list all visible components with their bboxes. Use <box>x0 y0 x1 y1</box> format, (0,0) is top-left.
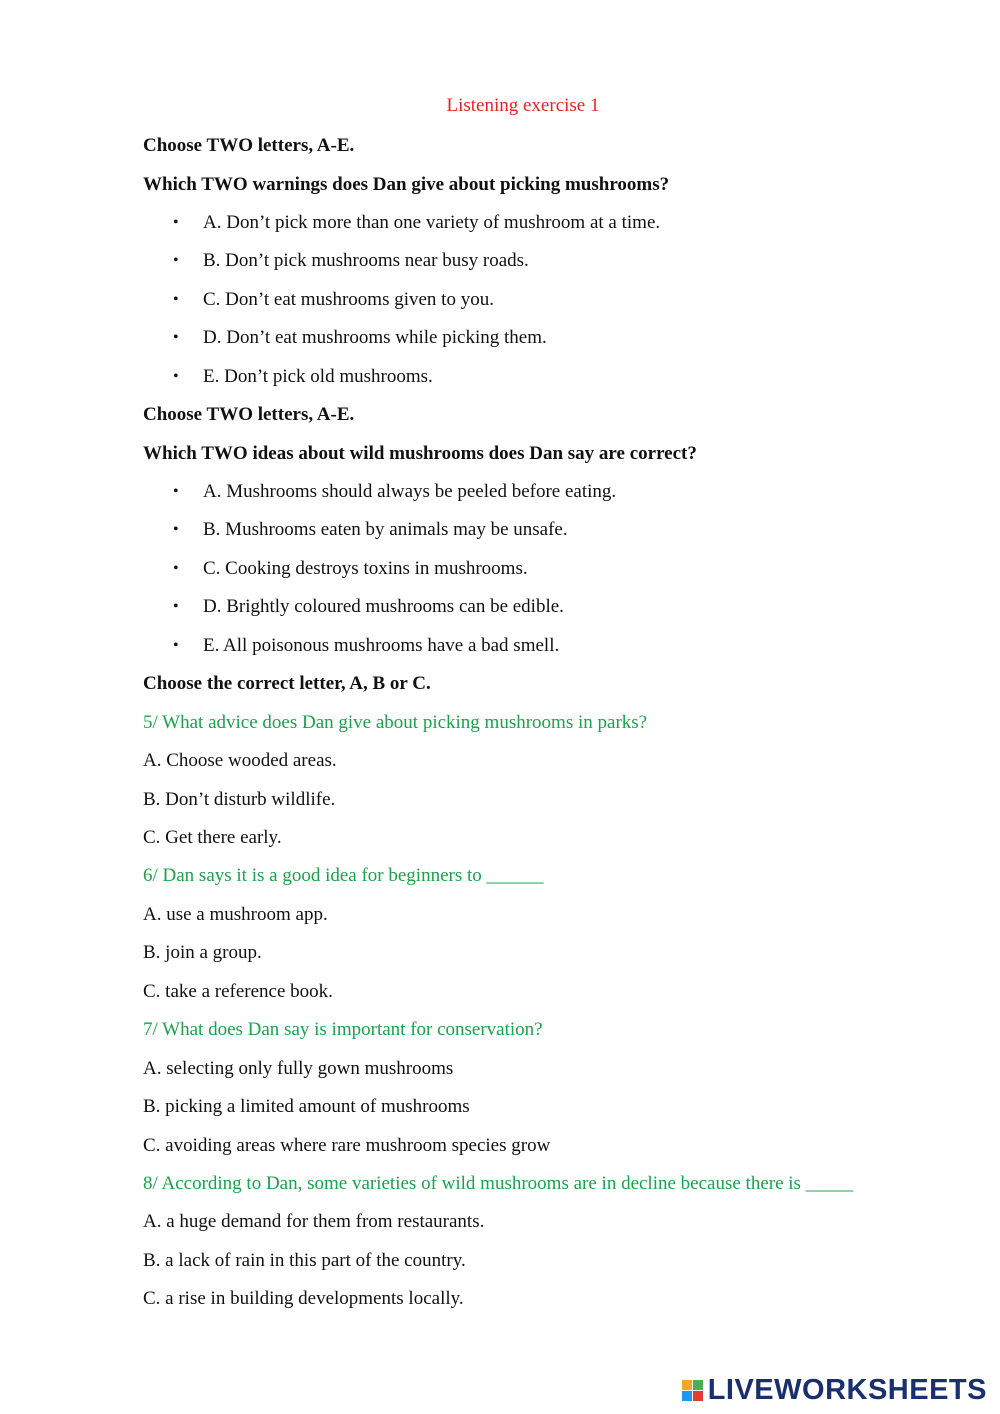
answer-option: B. join a group. <box>143 942 262 963</box>
section2-instruction: Choose TWO letters, A-E. <box>143 404 355 425</box>
bullet-icon: • <box>173 521 179 538</box>
answer-option: A. a huge demand for them from restaurants. <box>143 1211 485 1232</box>
list-item: C. Cooking destroys toxins in mushrooms. <box>203 558 528 579</box>
liveworksheets-logo-icon <box>682 1379 704 1403</box>
list-item: A. Don’t pick more than one variety of mushroom at a time. <box>203 212 661 233</box>
answer-option: A. Choose wooded areas. <box>143 750 337 771</box>
question-7: 7/ What does Dan say is important for conservation? <box>143 1019 543 1040</box>
answer-option: C. a rise in building developments locally. <box>143 1288 464 1309</box>
list-item: D. Brightly coloured mushrooms can be edible. <box>203 596 564 617</box>
bullet-icon: • <box>173 560 179 577</box>
bullet-icon: • <box>173 483 179 500</box>
question-6: 6/ Dan says it is a good idea for beginners to ______ <box>143 865 544 886</box>
section1-instruction: Choose TWO letters, A-E. <box>143 135 355 156</box>
list-item: B. Mushrooms eaten by animals may be unsafe. <box>203 519 568 540</box>
logo-text: LIVEWORKSHEETS <box>707 1374 987 1406</box>
bullet-icon: • <box>173 214 179 231</box>
answer-option: B. picking a limited amount of mushrooms <box>143 1096 470 1117</box>
answer-option: C. avoiding areas where rare mushroom species grow <box>143 1135 551 1156</box>
list-item: C. Don’t eat mushrooms given to you. <box>203 289 494 310</box>
bullet-icon: • <box>173 598 179 615</box>
list-item: A. Mushrooms should always be peeled before eating. <box>203 481 617 502</box>
list-item: E. Don’t pick old mushrooms. <box>203 366 433 387</box>
answer-option: C. take a reference book. <box>143 981 333 1002</box>
bullet-icon: • <box>173 291 179 308</box>
list-item: D. Don’t eat mushrooms while picking them. <box>203 327 547 348</box>
bullet-icon: • <box>173 329 179 346</box>
answer-option: A. selecting only fully gown mushrooms <box>143 1058 454 1079</box>
answer-option: C. Get there early. <box>143 827 282 848</box>
page-title: Listening exercise 1 <box>446 95 600 116</box>
list-item: E. All poisonous mushrooms have a bad smell. <box>203 635 560 656</box>
liveworksheets-logo <box>682 1374 987 1407</box>
question-8: 8/ According to Dan, some varieties of wild mushrooms are in decline because there is _____ <box>143 1173 854 1194</box>
section1-question: Which TWO warnings does Dan give about picking mushrooms? <box>143 174 670 195</box>
answer-option: A. use a mushroom app. <box>143 904 328 925</box>
list-item: B. Don’t pick mushrooms near busy roads. <box>203 250 529 271</box>
bullet-icon: • <box>173 252 179 269</box>
section2-question: Which TWO ideas about wild mushrooms does Dan say are correct? <box>143 443 697 464</box>
answer-option: B. Don’t disturb wildlife. <box>143 789 336 810</box>
bullet-icon: • <box>173 368 179 385</box>
answer-option: B. a lack of rain in this part of the country. <box>143 1250 466 1271</box>
bullet-icon: • <box>173 637 179 654</box>
question-5: 5/ What advice does Dan give about picking mushrooms in parks? <box>143 712 648 733</box>
section3-instruction: Choose the correct letter, A, B or C. <box>143 673 431 694</box>
